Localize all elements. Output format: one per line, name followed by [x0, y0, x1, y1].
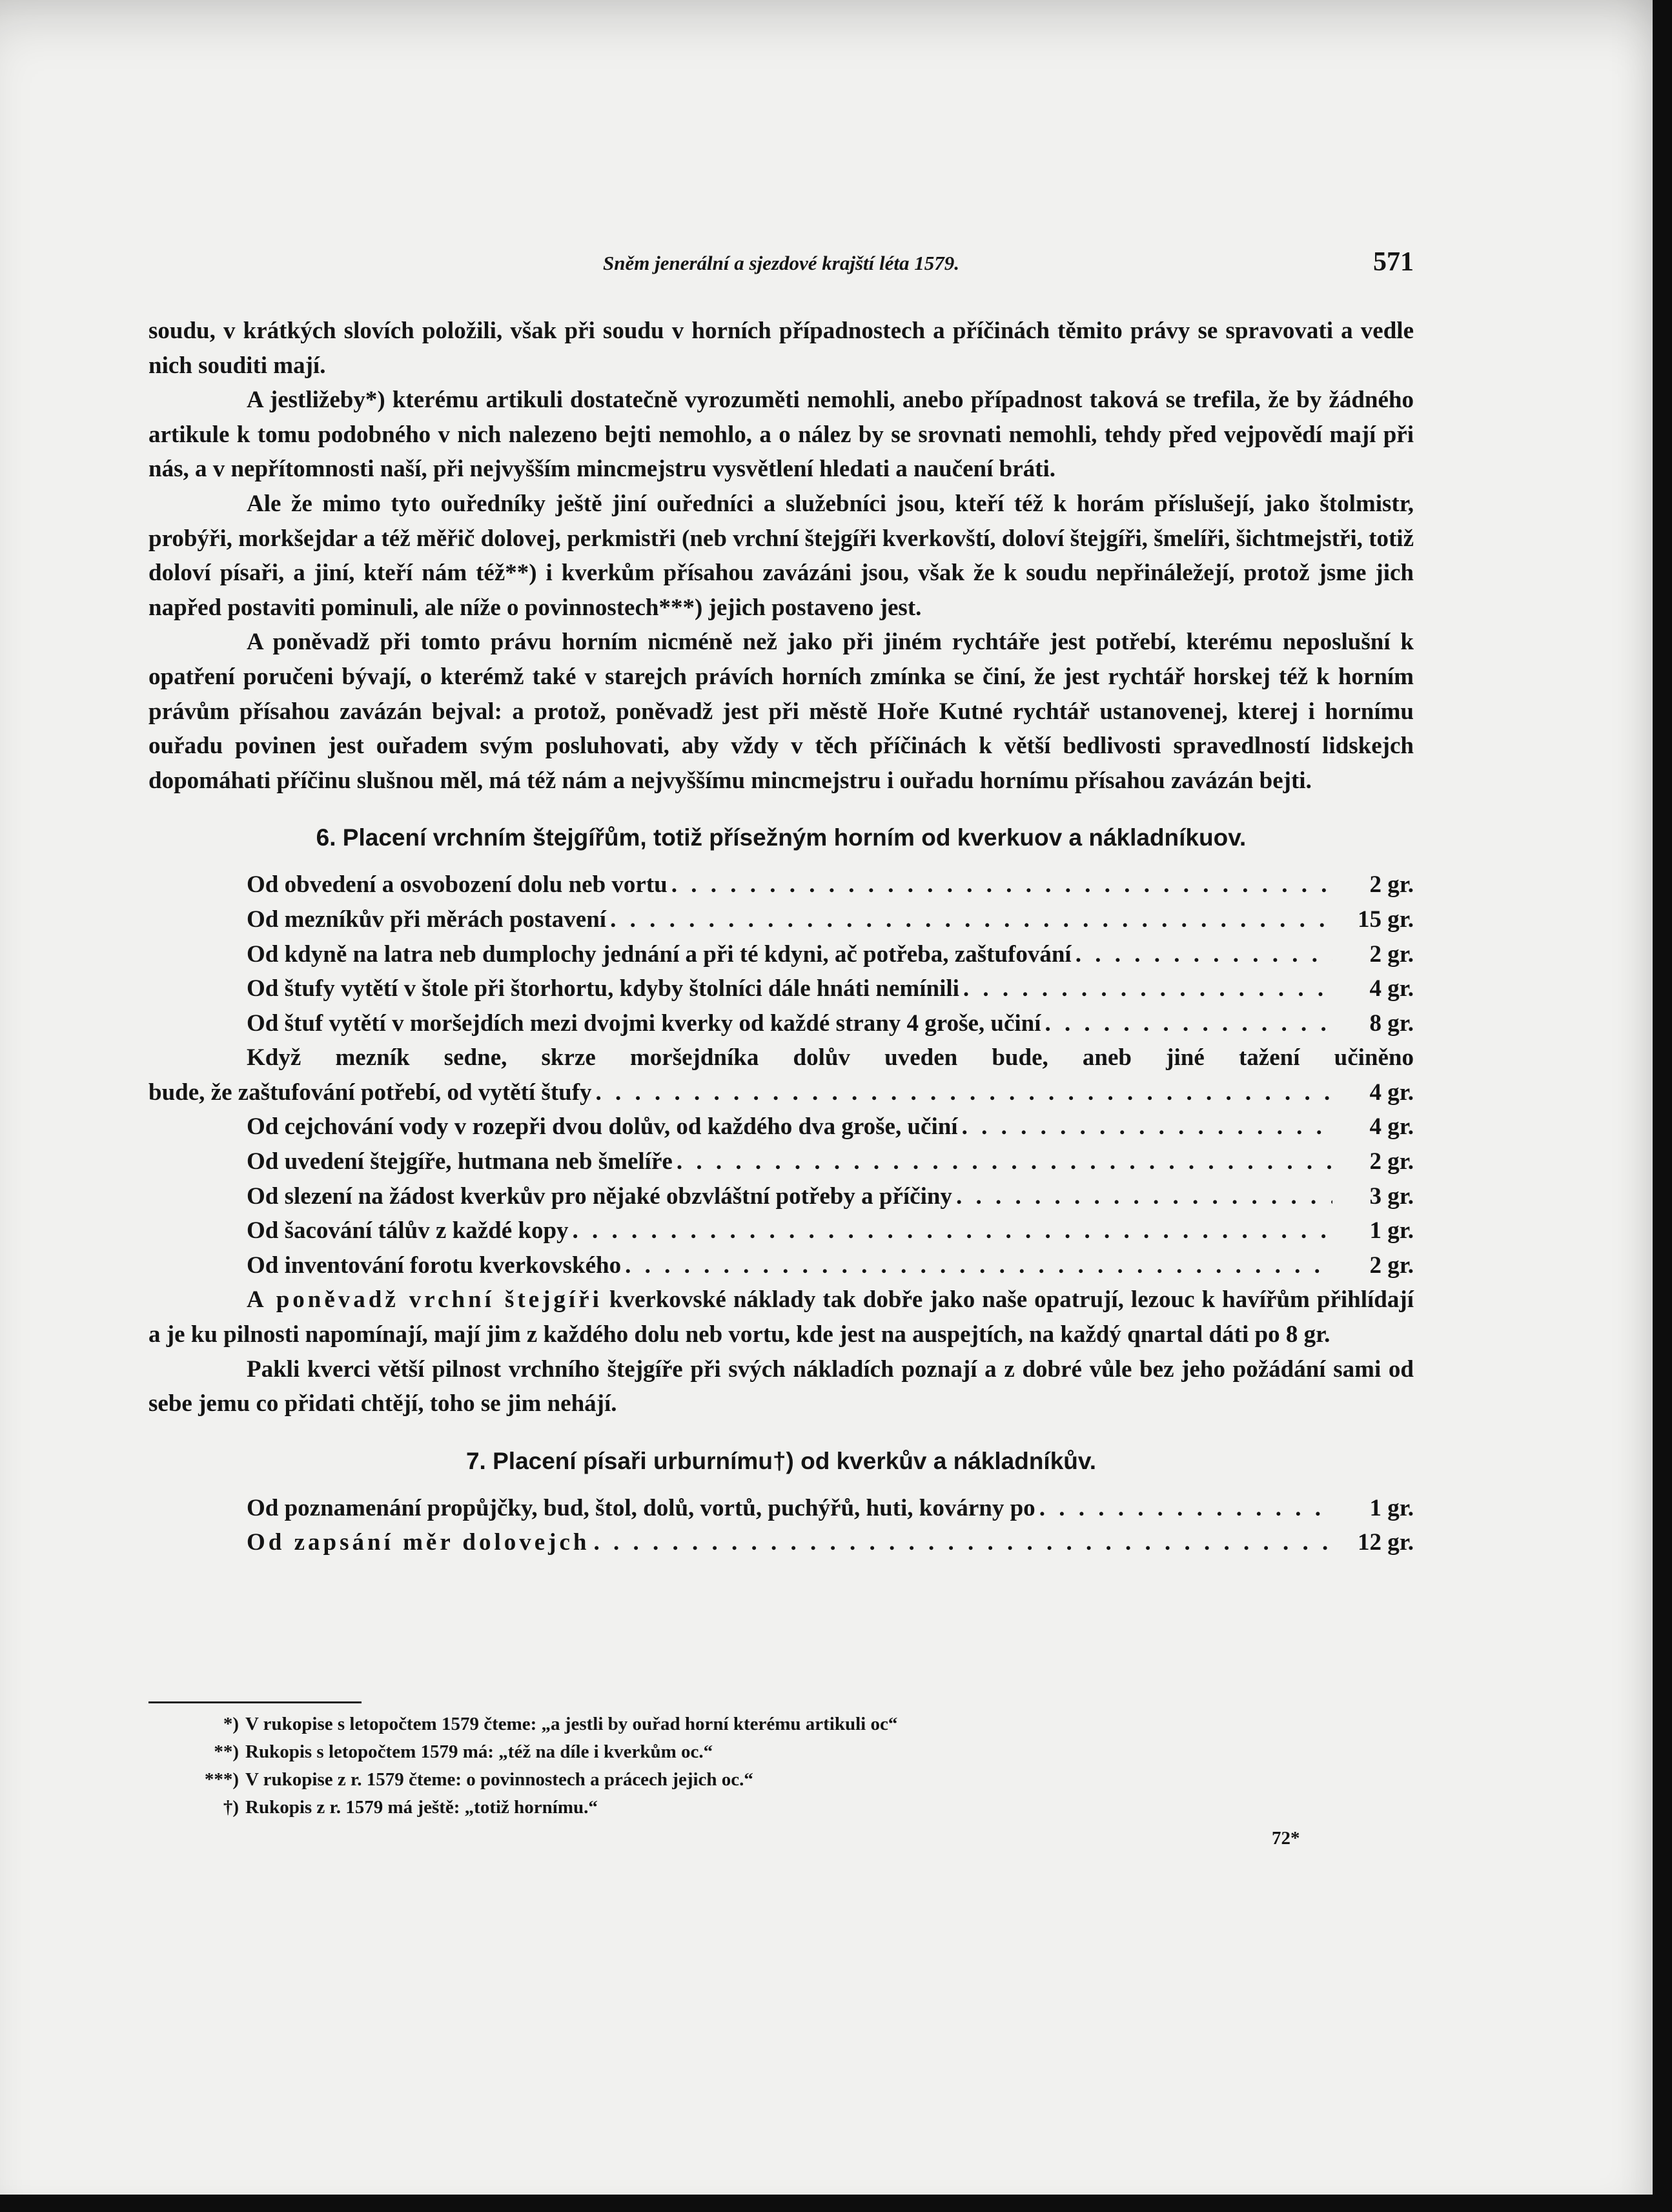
fee-entry — [148, 1144, 1414, 1179]
fee-text: bude, že zaštufování potřebí, od vytětí štufy — [148, 1079, 592, 1106]
fee-entry — [148, 937, 1414, 972]
fee-entry-long-line-2 — [148, 1075, 1414, 1110]
fee-amount: 1 gr. — [1369, 1494, 1414, 1521]
fee-amount: 2 gr. — [1369, 871, 1414, 898]
fee-text: Od cejchování vody v rozepři dvou dolův, od každého dva groše, učiní — [247, 1113, 958, 1141]
fee-amount: 2 gr. — [1369, 1252, 1414, 1279]
running-title: Sněm jenerální a sjezdové krajští léta 1579. — [603, 252, 959, 274]
footnote-mark: †) — [223, 1797, 239, 1818]
footnote — [168, 1710, 1265, 1738]
footnote-text: Rukopis s letopočtem 1579 má: „též na díle i kverkům oc.“ — [245, 1741, 713, 1762]
fee-amount: 4 gr. — [1369, 975, 1414, 1002]
fee-entry — [148, 1006, 1414, 1041]
fee-entry — [148, 1213, 1414, 1248]
leader-dots — [963, 971, 1332, 1006]
footnote — [168, 1794, 1265, 1821]
fee-text: Od inventování forotu kverkovského — [247, 1252, 622, 1279]
fee-entry — [148, 1110, 1414, 1144]
fee-entry — [148, 1248, 1414, 1283]
footnote-text: V rukopise s letopočtem 1579 čteme: „a jestli by ouřad horní kterému artikuli oc“ — [245, 1714, 898, 1734]
fee-text: Od poznamenání propůjčky, bud, štol, dolů, vortů, puchýřů, huti, kovárny po — [247, 1494, 1035, 1521]
fee-text: Od slezení na žádost kverkův pro nějaké obzvláštní potřeby a příčiny — [247, 1182, 952, 1210]
leader-dots — [962, 1110, 1332, 1144]
fee-amount: 2 gr. — [1369, 940, 1414, 968]
paragraph-4: A poněvadž při tomto právu horním nicméně než jako při jiném rychtáře jest potřebí, kterému neposlušní k opatření poručeni bývají, o kterémž také v starejch právích horních zmínka se činí, že jest rychtář horskej též k horním právům přísahou zavázán bejval: a protož, poněvadž jest při městě Hoře Kutné rychtář ustanovenej, kterej i hornímu ouřadu povinen jest ouřadem svým posluhovati, aby vždy v těch příčinách k větší bedlivosti spravedlností lidskejch dopomáhati příčinu slušnou měl, má též nám a nejvyššímu mincmejstru i ouřadu hornímu přísahou zavázán bejti. — [148, 629, 1414, 794]
fee-amount: 12 gr. — [1357, 1529, 1414, 1556]
footnote — [168, 1738, 1265, 1766]
signature-mark: 72* — [1272, 1828, 1300, 1849]
leader-dots — [1039, 1491, 1332, 1526]
fee-amount: 15 gr. — [1357, 906, 1414, 933]
fee-amount: 3 gr. — [1369, 1182, 1414, 1210]
leader-dots — [573, 1213, 1332, 1248]
fee-amount: 8 gr. — [1369, 1010, 1414, 1037]
paragraph-3: Ale že mimo tyto ouředníky ještě jiní ouředníci a služebníci jsou, kteří též k horám příslušejí, jako štolmistr, probýři, morkšejdar a též měřič dolovej, perkmistři (neb vrchní štejgíři kverkovští, doloví štejgíři, šmelíři, šichtmejstři, totiž doloví písaři, a jiní, kteří nám též**) i kverkům přísahou zavázáni jsou, však že k soudu nepřináležejí, protož jsme jich napřed postaviti pominuli, ale níže o povinnostech***) jejich postaveno jest. — [148, 490, 1414, 621]
fee-entry-long-line-1: Když mezník sedne, skrze moršejdníka dolův uveden bude, aneb jiné tažení učiněno — [247, 1044, 1414, 1071]
footnote-mark: ***) — [204, 1769, 239, 1790]
fee-entry — [148, 902, 1414, 937]
fee-amount: 1 gr. — [1369, 1217, 1414, 1244]
fee-entry — [148, 1179, 1414, 1214]
paragraph-5 — [148, 1283, 1414, 1352]
section-6-heading: 6. Placení vrchním štejgířům, totiž přísežným horním od kverkuov a nákladníkuov. — [316, 824, 1247, 851]
section-7-heading: 7. Placení písaři urburnímu†) od kverkův a nákladníkův. — [465, 1447, 1097, 1474]
leader-dots — [1076, 937, 1332, 972]
fee-text: Od kdyně na latra neb dumplochy jednání a při té kdyni, ač potřeba, zaštufování — [247, 940, 1072, 968]
footnotes — [168, 1710, 1265, 1821]
leader-dots — [671, 868, 1332, 902]
leader-dots — [625, 1248, 1332, 1283]
fee-entry — [148, 971, 1414, 1006]
fee-text: Od obvedení a osvobození dolu neb vortu — [247, 871, 668, 898]
fee-text: Od štuf vytětí v moršejdích mezi dvojmi kverky od každé strany 4 groše, učiní — [247, 1010, 1041, 1037]
paragraph-2: A jestližeby*) kterému artikuli dostatečně vyrozuměti nemohli, anebo případnost taková se trefila, že by žádného artikule k tomu podobného v nich nalezeno bejti nemohlo, a o nález by se srovnati nemohli, tehdy před vejpovědí mají při nás, a v nepřítomnosti naší, při nejvyšším mincmejstru vysvětlení hledati a naučení bráti. — [148, 387, 1414, 483]
page-number: 571 — [1373, 247, 1414, 277]
leader-dots — [956, 1179, 1332, 1214]
fee-text: Od šacování tálův z každé kopy — [247, 1217, 569, 1244]
leader-dots — [596, 1075, 1332, 1110]
footnote-text: Rukopis z r. 1579 má ještě: „totiž hornímu.“ — [245, 1797, 598, 1818]
fee-entry — [148, 868, 1414, 902]
fee-amount: 4 gr. — [1369, 1079, 1414, 1106]
fee-text: Od mezníkův při měrách postavení — [247, 906, 607, 933]
paragraph-1: soudu, v krátkých slovích položili, však při soudu v horních případnostech a příčinách těmito právy se spravovati a vedle nich souditi mají. — [148, 318, 1414, 379]
footnote-text: V rukopise z r. 1579 čteme: o povinnostech a prácech jejich oc.“ — [245, 1769, 753, 1790]
footnote — [168, 1766, 1265, 1794]
leader-dots — [677, 1144, 1332, 1179]
fee-amount: 4 gr. — [1369, 1113, 1414, 1141]
leader-dots — [1045, 1006, 1332, 1041]
fee-amount: 2 gr. — [1369, 1148, 1414, 1175]
fee-entry — [148, 1491, 1414, 1526]
footnote-mark: **) — [214, 1741, 239, 1762]
fee-text: Od zapsání měr dolovejch — [247, 1529, 590, 1556]
main-text — [148, 314, 1414, 1560]
paragraph-5-rest: kverkovské náklady tak dobře jako naše opatrují, lezouc k havířům přihlídají a je ku pilnosti napomínají, mají jim z každého dolu neb vortu, kde jest na auspejtích, na každý qnartal dáti po 8 gr. — [148, 1286, 1414, 1348]
spaced-phrase: A poněvadž vrchní štejgíři — [247, 1286, 602, 1314]
fee-text: Od uvedení štejgíře, hutmana neb šmelíře — [247, 1148, 673, 1175]
footnote-divider — [148, 1701, 362, 1703]
footnote-mark: *) — [223, 1714, 239, 1734]
leader-dots — [593, 1525, 1332, 1560]
fee-entry — [148, 1525, 1414, 1560]
paragraph-6: Pakli kverci větší pilnost vrchního štejgíře při svých nákladích poznají a z dobré vůle bez jeho požádání sami od sebe jemu co přidati chtějí, toho se jim nehájí. — [148, 1355, 1414, 1417]
fee-text: Od štufy vytětí v štole při štorhortu, kdyby štolníci dále hnáti nemínili — [247, 975, 959, 1002]
leader-dots — [610, 902, 1332, 937]
page-header — [148, 247, 1414, 280]
